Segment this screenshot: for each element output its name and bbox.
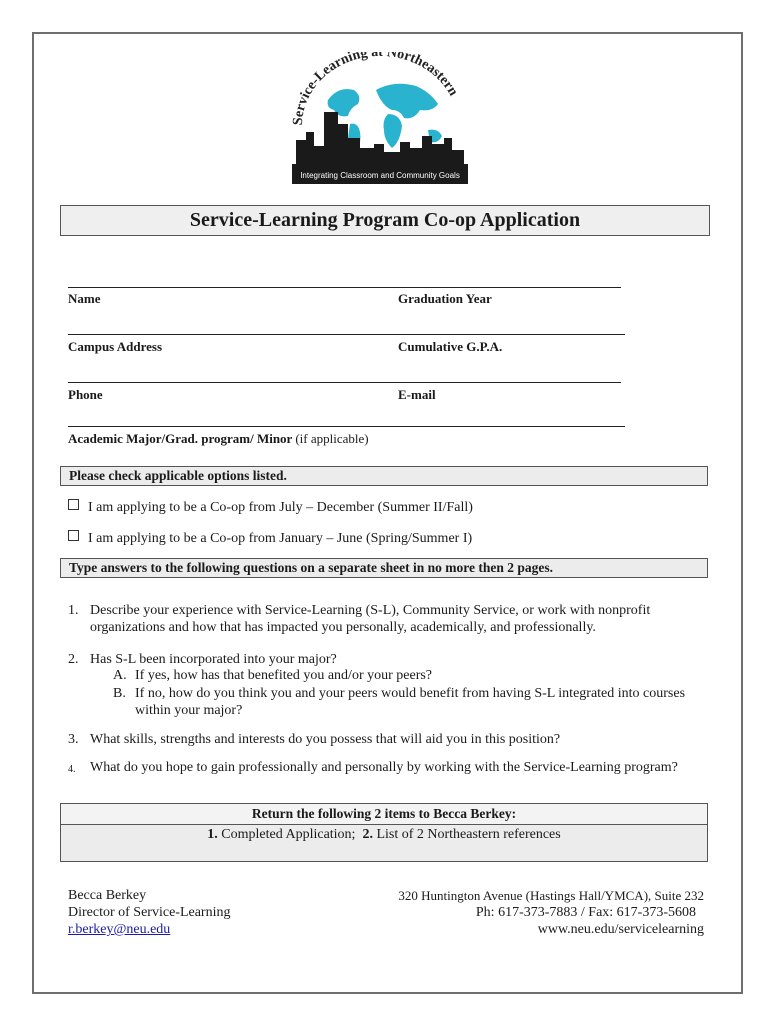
question-number: 4.	[68, 764, 76, 775]
sub-letter: B.	[113, 686, 126, 701]
return-item2: List of 2 Northeastern references	[376, 827, 561, 842]
question-3: What skills, strengths and interests do you possess that will aid you in this position?	[90, 732, 561, 747]
question-2a: If yes, how has that benefited you and/or your peers?	[135, 668, 433, 683]
contact-left	[68, 887, 230, 938]
sub-letter: A.	[113, 668, 127, 683]
name-label: Name	[68, 291, 101, 306]
option-spring-summer[interactable]	[68, 530, 472, 547]
checkbox-icon[interactable]	[68, 499, 79, 510]
contact-website[interactable]: www.neu.edu/servicelearning	[537, 922, 704, 937]
checkbox-icon[interactable]	[68, 530, 79, 541]
contact-email-link[interactable]: r.berkey@neu.edu	[68, 922, 171, 937]
return-item1: Completed Application;	[221, 827, 356, 842]
phone-line[interactable]	[68, 382, 621, 383]
option-summer-fall-label: I am applying to be a Co-op from July – December (Summer II/Fall)	[88, 500, 473, 515]
gpa-label: Cumulative G.P.A.	[398, 339, 503, 354]
campus-address-label: Campus Address	[68, 339, 163, 354]
contact-name: Becca Berkey	[68, 888, 147, 903]
campus-address-line[interactable]	[68, 334, 625, 335]
return-item1-num: 1.	[207, 827, 218, 842]
question-number: 3.	[68, 732, 79, 747]
return-box	[60, 803, 708, 862]
phone-label: Phone	[68, 387, 103, 402]
return-items	[61, 827, 707, 843]
options-header: Please check applicable options listed.	[60, 466, 708, 486]
major-line[interactable]	[68, 426, 625, 427]
contact-phone-fax: Ph: 617-373-7883 / Fax: 617-373-5608	[475, 905, 696, 920]
name-line[interactable]	[68, 287, 621, 288]
question-1: Describe your experience with Service-Learning (S-L), Community Service, or work with nonprofit organizations and how that has impacted you personally, academically, and professionally.	[90, 603, 651, 635]
logo-tagline: Integrating Classroom and Community Goals	[300, 171, 460, 180]
option-spring-summer-label: I am applying to be a Co-op from January – June (Spring/Summer I)	[88, 531, 473, 546]
logo-arc-text: Service-Learning at Northeastern	[290, 52, 461, 126]
question-4: What do you hope to gain professionally and personally by working with the Service-Learning program?	[90, 760, 678, 775]
service-learning-logo	[288, 52, 472, 184]
contact-address: 320 Huntington Avenue (Hastings Hall/YMCA), Suite 232	[398, 888, 704, 903]
return-header: Return the following 2 items to Becca Berkey:	[61, 804, 707, 825]
question-2: Has S-L been incorporated into your major?	[90, 652, 337, 667]
svg-text:Service-Learning at Northeaste	[291, 52, 461, 126]
question-number: 1.	[68, 603, 79, 618]
page-title: Service-Learning Program Co-op Application	[60, 205, 710, 236]
email-label: E-mail	[398, 387, 436, 402]
major-label-text: Academic Major/Grad. program/ Minor	[68, 431, 293, 446]
contact-title: Director of Service-Learning	[68, 905, 231, 920]
questions-header: Type answers to the following questions on a separate sheet in no more then 2 pages.	[60, 558, 708, 578]
question-number: 2.	[68, 652, 79, 667]
option-summer-fall[interactable]	[68, 499, 473, 516]
graduation-year-label: Graduation Year	[398, 291, 492, 306]
major-label	[68, 431, 369, 447]
contact-right	[398, 887, 704, 938]
question-2b: If no, how do you think you and your peers would benefit from having S-L integrated into courses within your major?	[135, 686, 686, 718]
major-note: (if applicable)	[295, 431, 369, 446]
return-item2-num: 2.	[362, 827, 373, 842]
